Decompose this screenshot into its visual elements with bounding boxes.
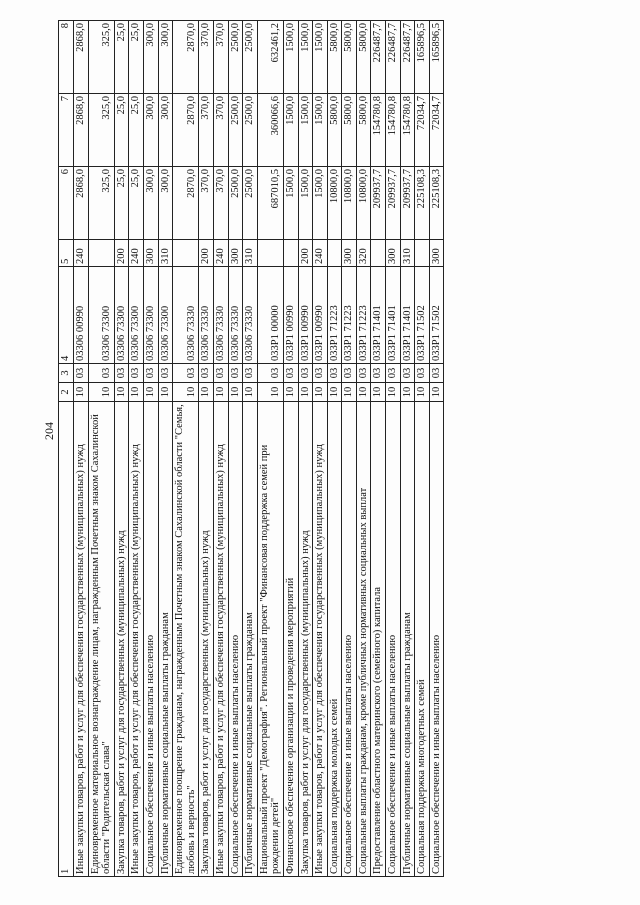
row-name: Публичные нормативные социальные выплаты гражданам: [243, 402, 258, 877]
row-amount-col8: 226487,7: [371, 21, 386, 94]
row-subsection: 03: [386, 364, 401, 383]
row-amount-col6: 1500,0: [298, 167, 313, 240]
row-amount-col8: 370,0: [213, 21, 228, 94]
row-amount-col6: 370,0: [213, 167, 228, 240]
row-expense-type: 240: [74, 240, 89, 267]
row-section: 10: [386, 383, 401, 402]
table-row: [114, 21, 129, 877]
row-name: Социальные выплаты гражданам, кроме публичных нормативных социальных выплат: [356, 402, 371, 877]
row-section: 10: [158, 383, 173, 402]
row-expense-type: 310: [158, 240, 173, 267]
table-row: [213, 21, 228, 877]
row-amount-col8: 1500,0: [313, 21, 328, 94]
row-name: Иные закупки товаров, работ и услуг для обеспечения государственных (муниципальных) нужд: [313, 402, 328, 877]
header-col-2: 2: [59, 383, 74, 402]
row-amount-col7: 360066,6: [257, 94, 283, 167]
row-subsection: 03: [298, 364, 313, 383]
header-col-5: 5: [59, 240, 74, 267]
row-section: 10: [298, 383, 313, 402]
row-expense-type: 310: [400, 240, 415, 267]
row-amount-col7: 2500,0: [243, 94, 258, 167]
row-amount-col7: 25,0: [129, 94, 144, 167]
rotated-page: [58, 23, 638, 877]
row-section: 10: [371, 383, 386, 402]
table-row: [313, 21, 328, 877]
row-amount-col7: 300,0: [158, 94, 173, 167]
row-target-article: 033P1 00990: [298, 267, 313, 364]
table-row: [342, 21, 357, 877]
row-amount-col6: 225108,3: [415, 167, 430, 240]
header-col-1: 1: [59, 402, 74, 877]
row-subsection: 03: [283, 364, 298, 383]
row-target-article: 033P1 71502: [415, 267, 430, 364]
row-name: Иные закупки товаров, работ и услуг для обеспечения государственных (муниципальных) нужд: [129, 402, 144, 877]
row-target-article: 033P1 00990: [283, 267, 298, 364]
row-section: 10: [88, 383, 114, 402]
row-expense-type: 300: [143, 240, 158, 267]
row-amount-col6: 225108,3: [429, 167, 444, 240]
row-amount-col8: 2868,0: [74, 21, 89, 94]
row-amount-col6: 10800,0: [342, 167, 357, 240]
row-target-article: 03306 00990: [74, 267, 89, 364]
row-expense-type: 300: [342, 240, 357, 267]
header-col-3: 3: [59, 364, 74, 383]
row-subsection: 03: [371, 364, 386, 383]
row-target-article: 033P1 71401: [386, 267, 401, 364]
table-row: [283, 21, 298, 877]
row-amount-col8: 25,0: [129, 21, 144, 94]
row-name: Предоставление областного материнского (семейного) капитала: [371, 402, 386, 877]
row-expense-type: 300: [429, 240, 444, 267]
row-section: 10: [199, 383, 214, 402]
row-subsection: 03: [173, 364, 199, 383]
row-subsection: 03: [429, 364, 444, 383]
header-col-7: 7: [59, 94, 74, 167]
row-name: Социальная поддержка молодых семей: [327, 402, 342, 877]
row-name: Иные закупки товаров, работ и услуг для обеспечения государственных (муниципальных) нужд: [213, 402, 228, 877]
row-amount-col8: 226487,7: [386, 21, 401, 94]
row-target-article: 03306 73300: [143, 267, 158, 364]
table-row: [298, 21, 313, 877]
row-name: Закупка товаров, работ и услуг для государственных (муниципальных) нужд: [298, 402, 313, 877]
row-name: Социальное обеспечение и иные выплаты населению: [143, 402, 158, 877]
row-amount-col8: 300,0: [158, 21, 173, 94]
table-row: [143, 21, 158, 877]
row-target-article: 033P1 71223: [327, 267, 342, 364]
budget-table: [58, 20, 444, 877]
row-amount-col7: 370,0: [213, 94, 228, 167]
row-target-article: 03306 73300: [88, 267, 114, 364]
row-subsection: 03: [129, 364, 144, 383]
row-amount-col8: 5800,0: [327, 21, 342, 94]
row-target-article: 03306 73330: [199, 267, 214, 364]
header-col-6: 6: [59, 167, 74, 240]
row-amount-col8: 165896,5: [429, 21, 444, 94]
row-expense-type: 200: [199, 240, 214, 267]
row-amount-col6: 10800,0: [327, 167, 342, 240]
row-subsection: 03: [356, 364, 371, 383]
row-amount-col6: 370,0: [199, 167, 214, 240]
row-name: Единовременное материальное вознаграждение лицам, награжденным Почетным знаком Сахалинской области "Родительская слава": [88, 402, 114, 877]
row-target-article: 033P1 71401: [400, 267, 415, 364]
row-amount-col7: 25,0: [114, 94, 129, 167]
row-subsection: 03: [313, 364, 328, 383]
row-amount-col8: 325,0: [88, 21, 114, 94]
row-amount-col7: 72034,7: [429, 94, 444, 167]
row-subsection: 03: [327, 364, 342, 383]
row-name: Социальное обеспечение и иные выплаты населению: [429, 402, 444, 877]
header-col-8: 8: [59, 21, 74, 94]
row-name: Социальное обеспечение и иные выплаты населению: [228, 402, 243, 877]
row-amount-col6: 2500,0: [228, 167, 243, 240]
row-section: 10: [143, 383, 158, 402]
row-target-article: 033P1 71223: [342, 267, 357, 364]
table-row: [429, 21, 444, 877]
row-amount-col8: 5800,0: [342, 21, 357, 94]
table-row: [400, 21, 415, 877]
row-expense-type: 240: [213, 240, 228, 267]
row-name: Единовременное поощрение гражданам, награжденным Почетным знаком Сахалинской области "Семья, любовь и верность": [173, 402, 199, 877]
row-subsection: 03: [342, 364, 357, 383]
row-target-article: 033P1 00990: [313, 267, 328, 364]
row-expense-type: [88, 240, 114, 267]
table-row: [356, 21, 371, 877]
row-amount-col8: 300,0: [143, 21, 158, 94]
row-name: Закупка товаров, работ и услуг для государственных (муниципальных) нужд: [199, 402, 214, 877]
row-amount-col7: 2500,0: [228, 94, 243, 167]
row-amount-col6: 2500,0: [243, 167, 258, 240]
row-subsection: 03: [228, 364, 243, 383]
row-section: 10: [114, 383, 129, 402]
row-subsection: 03: [400, 364, 415, 383]
row-amount-col8: 370,0: [199, 21, 214, 94]
row-amount-col7: 154780,8: [400, 94, 415, 167]
row-expense-type: [173, 240, 199, 267]
row-amount-col6: 209937,7: [386, 167, 401, 240]
row-expense-type: 240: [129, 240, 144, 267]
row-amount-col8: 2870,0: [173, 21, 199, 94]
row-expense-type: 300: [386, 240, 401, 267]
table-row: [88, 21, 114, 877]
table-row: [257, 21, 283, 877]
row-amount-col6: 300,0: [143, 167, 158, 240]
row-name: Иные закупки товаров, работ и услуг для обеспечения государственных (муниципальных) нужд: [74, 402, 89, 877]
row-subsection: 03: [114, 364, 129, 383]
row-amount-col6: 1500,0: [283, 167, 298, 240]
row-name: Национальный проект "Демография". Региональный проект "Финансовая поддержка семей при рождении детей": [257, 402, 283, 877]
table-row: [74, 21, 89, 877]
row-expense-type: [257, 240, 283, 267]
row-amount-col6: 687010,5: [257, 167, 283, 240]
table-row: [415, 21, 430, 877]
row-section: 10: [400, 383, 415, 402]
row-target-article: 03306 73330: [213, 267, 228, 364]
row-expense-type: 200: [298, 240, 313, 267]
row-section: 10: [429, 383, 444, 402]
table-row: [243, 21, 258, 877]
row-amount-col7: 5800,0: [327, 94, 342, 167]
row-amount-col6: 209937,7: [400, 167, 415, 240]
row-amount-col7: 2868,0: [74, 94, 89, 167]
row-expense-type: 310: [243, 240, 258, 267]
row-amount-col6: 10800,0: [356, 167, 371, 240]
row-amount-col6: 325,0: [88, 167, 114, 240]
row-subsection: 03: [143, 364, 158, 383]
row-amount-col6: 25,0: [129, 167, 144, 240]
row-section: 10: [415, 383, 430, 402]
row-amount-col7: 5800,0: [356, 94, 371, 167]
row-section: 10: [342, 383, 357, 402]
row-amount-col7: 72034,7: [415, 94, 430, 167]
row-amount-col7: 1500,0: [298, 94, 313, 167]
row-target-article: 033P1 00000: [257, 267, 283, 364]
row-expense-type: [415, 240, 430, 267]
row-name: Публичные нормативные социальные выплаты гражданам: [400, 402, 415, 877]
row-name: Социальное обеспечение и иные выплаты населению: [386, 402, 401, 877]
row-name: Публичные нормативные социальные выплаты гражданам: [158, 402, 173, 877]
row-expense-type: [283, 240, 298, 267]
row-amount-col8: 1500,0: [298, 21, 313, 94]
table-row: [129, 21, 144, 877]
row-section: 10: [356, 383, 371, 402]
row-target-article: 033P1 71223: [356, 267, 371, 364]
row-amount-col8: 165896,5: [415, 21, 430, 94]
row-section: 10: [129, 383, 144, 402]
row-amount-col8: 2500,0: [228, 21, 243, 94]
table-row: [173, 21, 199, 877]
page-number: 204: [42, 422, 56, 440]
row-amount-col7: 1500,0: [283, 94, 298, 167]
table-row: [228, 21, 243, 877]
row-expense-type: 300: [228, 240, 243, 267]
row-expense-type: 200: [114, 240, 129, 267]
row-amount-col7: 1500,0: [313, 94, 328, 167]
row-section: 10: [283, 383, 298, 402]
header-col-4: 4: [59, 267, 74, 364]
row-expense-type: 240: [313, 240, 328, 267]
row-amount-col7: 370,0: [199, 94, 214, 167]
row-amount-col6: 300,0: [158, 167, 173, 240]
table-row: [371, 21, 386, 877]
row-amount-col7: 325,0: [88, 94, 114, 167]
row-amount-col7: 154780,8: [386, 94, 401, 167]
row-target-article: 03306 73300: [114, 267, 129, 364]
row-section: 10: [173, 383, 199, 402]
row-subsection: 03: [243, 364, 258, 383]
header-row: [59, 21, 74, 877]
table-row: [386, 21, 401, 877]
row-amount-col7: 154780,8: [371, 94, 386, 167]
row-name: Социальное обеспечение и иные выплаты населению: [342, 402, 357, 877]
row-amount-col8: 632461,2: [257, 21, 283, 94]
row-subsection: 03: [199, 364, 214, 383]
row-target-article: 03306 73300: [158, 267, 173, 364]
row-name: Финансовое обеспечение организации и проведения мероприятий: [283, 402, 298, 877]
row-section: 10: [313, 383, 328, 402]
row-subsection: 03: [74, 364, 89, 383]
row-expense-type: 320: [356, 240, 371, 267]
row-expense-type: [327, 240, 342, 267]
row-amount-col7: 2870,0: [173, 94, 199, 167]
row-target-article: 033P1 71401: [371, 267, 386, 364]
row-section: 10: [327, 383, 342, 402]
row-target-article: 03306 73300: [129, 267, 144, 364]
row-subsection: 03: [257, 364, 283, 383]
row-name: Закупка товаров, работ и услуг для государственных (муниципальных) нужд: [114, 402, 129, 877]
row-amount-col8: 226487,7: [400, 21, 415, 94]
row-name: Социальная поддержка многодетных семей: [415, 402, 430, 877]
row-section: 10: [228, 383, 243, 402]
row-section: 10: [74, 383, 89, 402]
row-section: 10: [257, 383, 283, 402]
row-amount-col8: 25,0: [114, 21, 129, 94]
row-section: 10: [243, 383, 258, 402]
row-amount-col6: 2868,0: [74, 167, 89, 240]
row-target-article: 03306 73330: [228, 267, 243, 364]
row-expense-type: [371, 240, 386, 267]
row-target-article: 03306 73330: [243, 267, 258, 364]
table-row: [327, 21, 342, 877]
row-subsection: 03: [88, 364, 114, 383]
row-subsection: 03: [213, 364, 228, 383]
table-body: [74, 21, 444, 877]
row-target-article: 03306 73330: [173, 267, 199, 364]
row-amount-col6: 2870,0: [173, 167, 199, 240]
table-row: [158, 21, 173, 877]
row-amount-col6: 25,0: [114, 167, 129, 240]
row-amount-col6: 209937,7: [371, 167, 386, 240]
row-section: 10: [213, 383, 228, 402]
row-subsection: 03: [158, 364, 173, 383]
row-amount-col7: 300,0: [143, 94, 158, 167]
row-amount-col6: 1500,0: [313, 167, 328, 240]
row-amount-col8: 5800,0: [356, 21, 371, 94]
row-amount-col8: 2500,0: [243, 21, 258, 94]
row-target-article: 033P1 71502: [429, 267, 444, 364]
row-amount-col8: 1500,0: [283, 21, 298, 94]
table-row: [199, 21, 214, 877]
row-amount-col7: 5800,0: [342, 94, 357, 167]
row-subsection: 03: [415, 364, 430, 383]
